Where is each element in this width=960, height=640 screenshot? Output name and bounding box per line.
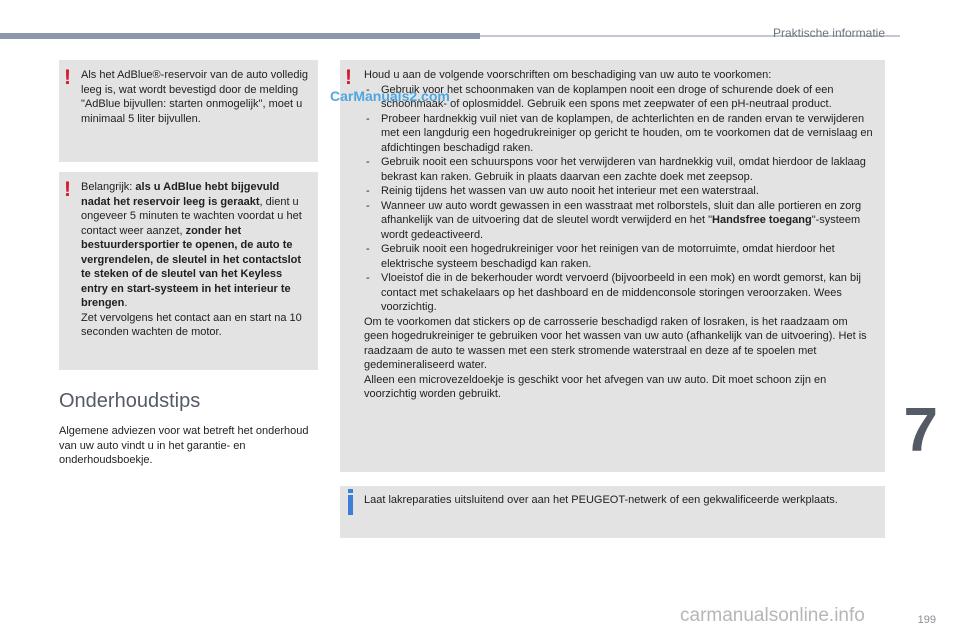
exclamation-icon: ! [64,66,71,89]
list-item: - Gebruik voor het schoonmaken van de koplampen nooit een droge of schurende doek of een schoonmaak- of oplosmiddel. Gebruik een spons met zeepwater of een pH-neutraal product. [364,83,873,112]
info-note-text: Laat lakreparaties uitsluitend over aan het PEUGEOT-netwerk of een gekwalificeerde werkplaats. [364,494,838,506]
damage-warning-box [340,60,885,472]
watermark-top: CarManuals2.com [330,88,450,104]
damage-warning-list [364,83,873,315]
damage-warning-paragraph: Om te voorkomen dat stickers op de carrosserie beschadigd raken of losraken, is het raadzaam om geen hogedrukreiniger te gebruiken voor het wassen van uw auto (afhankelijk van de uitvoering). Het is raadzaam de auto te wassen met een sterk stromende waterstraal en deze af te spoelen met gedemineraliseerd water. [364,315,867,371]
list-item: - Wanneer uw auto wordt gewassen in een wasstraat met rolborstels, sluit dan alle portieren en zorg afhankelijk van de uitvoering dat de sleutel wordt verwijderd en het "Handsfree toegang"-systeem wordt gedeactiveerd. [364,199,873,243]
info-icon [348,495,353,515]
list-item: - Reinig tijdens het wassen van uw auto nooit het interieur met een waterstraal. [364,184,873,199]
damage-warning-intro: Houd u aan de volgende voorschriften om beschadiging van uw auto te voorkomen: [364,69,772,81]
maintenance-intro: Algemene adviezen voor wat betreft het onderhoud van uw auto vindt u in het garantie- en onderhoudsboekje. [59,425,309,466]
important-warning-box [59,172,318,370]
list-item: - Probeer hardnekkig vuil niet van de koplampen, de achterlichten en de randen ervan te verwijderen met een langdurig een hogedrukreiniger op gericht te houden, om te voorkomen dat de vernislaag en afdichtingen beschadigd raken. [364,112,873,156]
info-note-box [340,486,885,538]
adblue-warning-text: Als het AdBlue®-reservoir van de auto volledig leeg is, wat wordt bevestigd door de melding "AdBlue bijvullen: starten onmogelijk", moet u minimaal 5 liter bijvullen. [81,69,309,125]
exclamation-icon: ! [64,178,71,201]
damage-warning-paragraph-2: Alleen een microvezeldoekje is geschikt voor het afvegen van uw auto. Dit moet schoon zijn en voorzichtig worden gebruikt. [364,373,827,400]
chapter-number: 7 [903,396,938,465]
important-warning-text: Belangrijk: als u AdBlue hebt bijgevuld nadat het reservoir leeg is geraakt, dient u ongeveer 5 minuten te wachten voordat u het contact weer aanzet, zonder het bestuurdersportier te openen, de auto te vergrendelen, de sleutel in het contactslot te steken of de sleutel van het Keyless entry en start-systeem in het interieur te brengen. [81,181,302,309]
header-bar [0,33,480,39]
list-item: - Gebruik nooit een schuurspons voor het verwijderen van hardnekkig vuil, omdat hierdoor de laklaag bekrast kan raken. Gebruik in plaats daarvan een zachte doek met zeepsop. [364,155,873,184]
page-number: 199 [917,614,936,626]
maintenance-heading: Onderhoudstips [59,390,201,412]
section-title: Praktische informatie [772,26,885,40]
list-item: - Gebruik nooit een hogedrukreiniger voor het reinigen van de motorruimte, omdat hierdoor het elektrische systeem beschadigd kan raken. [364,242,873,271]
list-item: - Vloeistof die in de bekerhouder wordt vervoerd (bijvoorbeeld in een mok) en wordt gemorst, kan bij contact met schakelaars op het dashboard en de middenconsole storingen veroorzaken. Wees voorzichtig. [364,271,873,315]
important-warning-text-2: Zet vervolgens het contact aan en start na 10 seconden wachten de motor. [81,311,302,338]
exclamation-icon: ! [345,66,352,89]
adblue-warning-box [59,60,318,162]
watermark-bottom: carmanualsonline.info [680,605,865,626]
